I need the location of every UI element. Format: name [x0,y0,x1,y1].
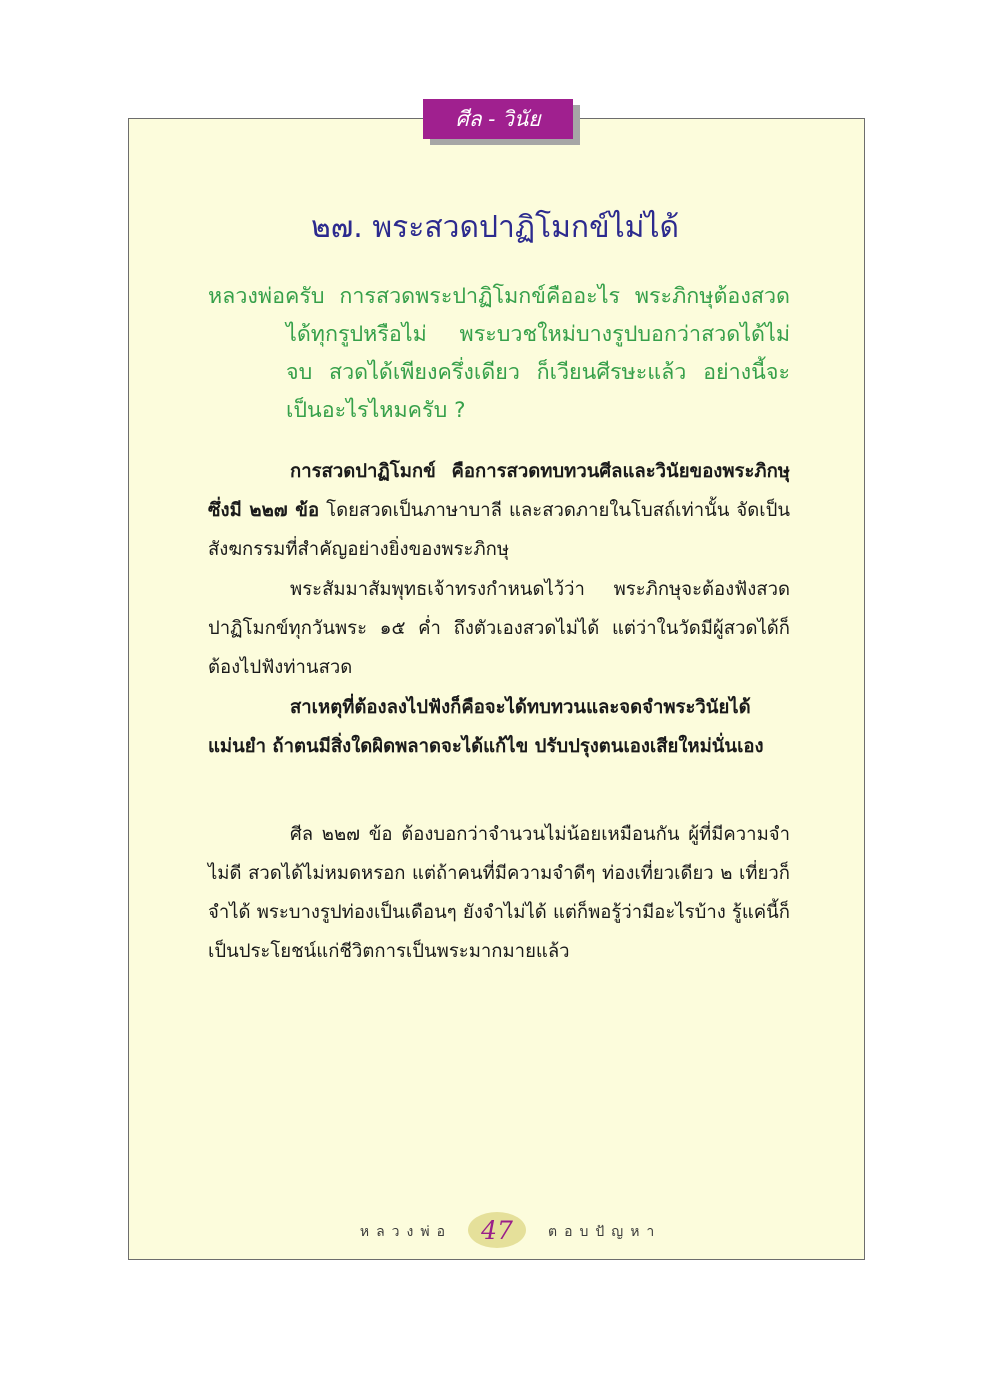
page-footer [0,1210,1000,1250]
answer-paragraph-1 [208,452,790,569]
answer-paragraph-1-bold: การสวดปาฏิโมกข์ คือการสวดทบทวนศีลและวินัยของพระภิกษุซึ่งมี ๒๒๗ ข้อ [208,461,790,521]
question-text: หลวงพ่อครับ การสวดพระปาฏิโมกข์คืออะไร พระภิกษุต้องสวดได้ทุกรูปหรือไม่ พระบวชใหม่บางรูปบอกว่าสวดได้ไม่จบ สวดได้เพียงครึ่งเดียว ก็เวียนศีรษะแล้ว อย่างนี้จะเป็นอะไรไหมครับ ? [208,284,790,423]
answer-paragraph-4: ศีล ๒๒๗ ข้อ ต้องบอกว่าจำนวนไม่น้อยเหมือนกัน ผู้ที่มีความจำไม่ดี สวดได้ไม่หมดหรอก แต่ถ้าคนที่มีความจำดีๆ ท่องเที่ยวเดียว ๒ เที่ยวก็จำได้ พระบางรูปท่องเป็นเดือนๆ ยังจำไม่ได้ แต่ก็พอรู้ว่ามีอะไรบ้าง รู้แค่นี้ก็เป็นประโยชน์แก่ชีวิตการเป็นพระมากมายแล้ว [208,824,790,962]
answer-paragraph-1-rest: โดยสวดเป็นภาษาบาลี และสวดภายในโบสถ์เท่านั้น จัดเป็นสังฆกรรมที่สำคัญอย่างยิ่งของพระภิกษุ [208,500,790,560]
article-title: ๒๗. พระสวดปาฏิโมกข์ไม่ได้ [310,210,680,245]
page-number: 47 [468,1212,526,1248]
section-tab [423,99,573,139]
answer-paragraph-2: พระสัมมาสัมพุทธเจ้าทรงกำหนดไว้ว่า พระภิกษุจะต้องฟังสวดปาฏิโมกข์ทุกวันพระ ๑๕ ค่ำ ถึงตัวเองสวดไม่ได้ แต่ว่าในวัดมีผู้สวดได้ก็ต้องไปฟังท่านสวด [208,579,790,678]
section-label: ศีล - วินัย [455,106,541,131]
answer-paragraph-3: สาเหตุที่ต้องลงไปฟังก็คือจะได้ทบทวนและจดจำพระวินัยได้แม่นยำ ถ้าตนมีสิ่งใดผิดพลาดจะได้แก้ไข ปรับปรุงตนเองเสียใหม่นั่นเอง [208,697,764,757]
footer-left-text: หลวงพ่อ [359,1224,452,1240]
footer-right-text: ตอบปัญหา [548,1224,662,1240]
